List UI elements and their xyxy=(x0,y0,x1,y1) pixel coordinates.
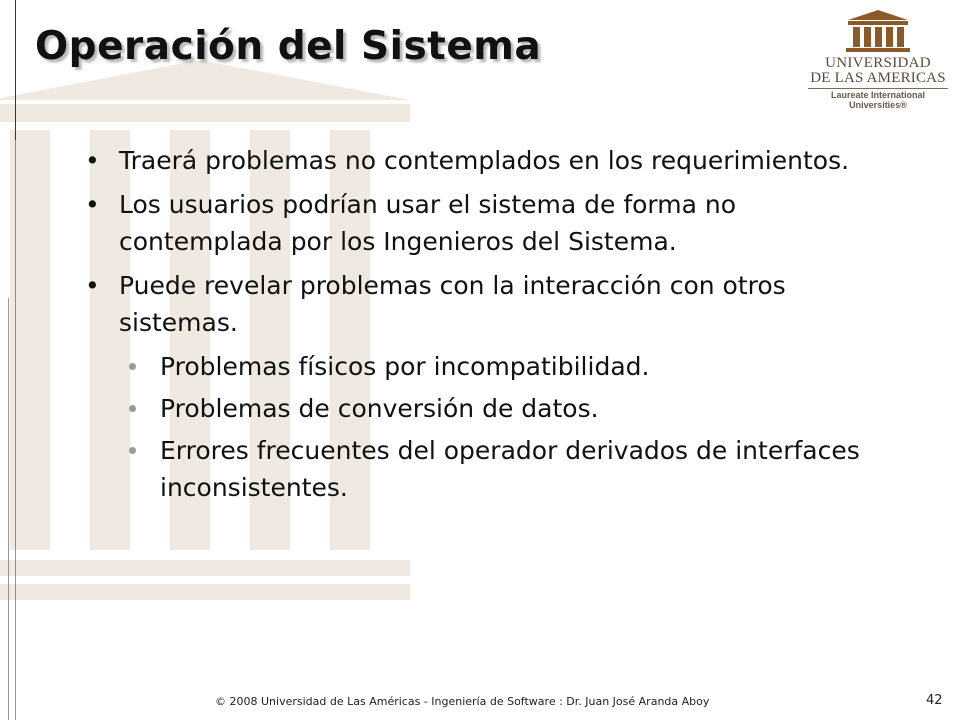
bullet-text: Puede revelar problemas con la interacción con otros sistemas. xyxy=(119,271,786,337)
slide-title: Operación del Sistema xyxy=(35,24,542,69)
footer-copyright: © 2008 Universidad de Las Américas - Ingeniería de Software : Dr. Juan José Aranda Aboy xyxy=(215,695,710,708)
sub-bullet-text: Problemas físicos por incompatibilidad. xyxy=(160,352,650,381)
logo-line-2: DE LAS AMERICAS xyxy=(810,70,946,86)
sub-bullet-dot-icon xyxy=(129,405,136,412)
list-item xyxy=(85,142,905,179)
sub-bullet-dot-icon xyxy=(129,447,136,454)
bullet-text: Traerá problemas no contemplados en los requerimientos. xyxy=(119,146,850,175)
university-logo xyxy=(808,8,948,110)
left-rule-bottom xyxy=(15,140,16,720)
left-rule-top xyxy=(15,0,16,140)
bullet-text: Los usuarios podrían usar el sistema de forma no contemplada por los Ingenieros del Sistema. xyxy=(119,190,737,256)
bullet-list xyxy=(85,142,905,509)
temple-icon xyxy=(808,8,948,56)
sub-list-item xyxy=(85,390,905,427)
bullet-marker: • xyxy=(85,190,100,219)
logo-line-1: UNIVERSIDAD xyxy=(825,55,931,71)
sub-list-item xyxy=(85,432,905,506)
left-rule-gray xyxy=(8,298,9,720)
sub-bullet-text: Errores frecuentes del operador derivados de interfaces inconsistentes. xyxy=(160,436,860,502)
sub-bullet-dot-icon xyxy=(129,363,136,370)
list-item xyxy=(85,186,905,260)
logo-divider xyxy=(808,88,948,89)
sub-list-item xyxy=(85,348,905,385)
sub-bullet-text: Problemas de conversión de datos. xyxy=(160,394,599,423)
bullet-marker: • xyxy=(85,146,100,175)
page-number: 42 xyxy=(926,693,943,708)
bullet-marker: • xyxy=(85,271,100,300)
logo-line-3: Laureate International Universities® xyxy=(830,90,926,110)
list-item xyxy=(85,267,905,341)
